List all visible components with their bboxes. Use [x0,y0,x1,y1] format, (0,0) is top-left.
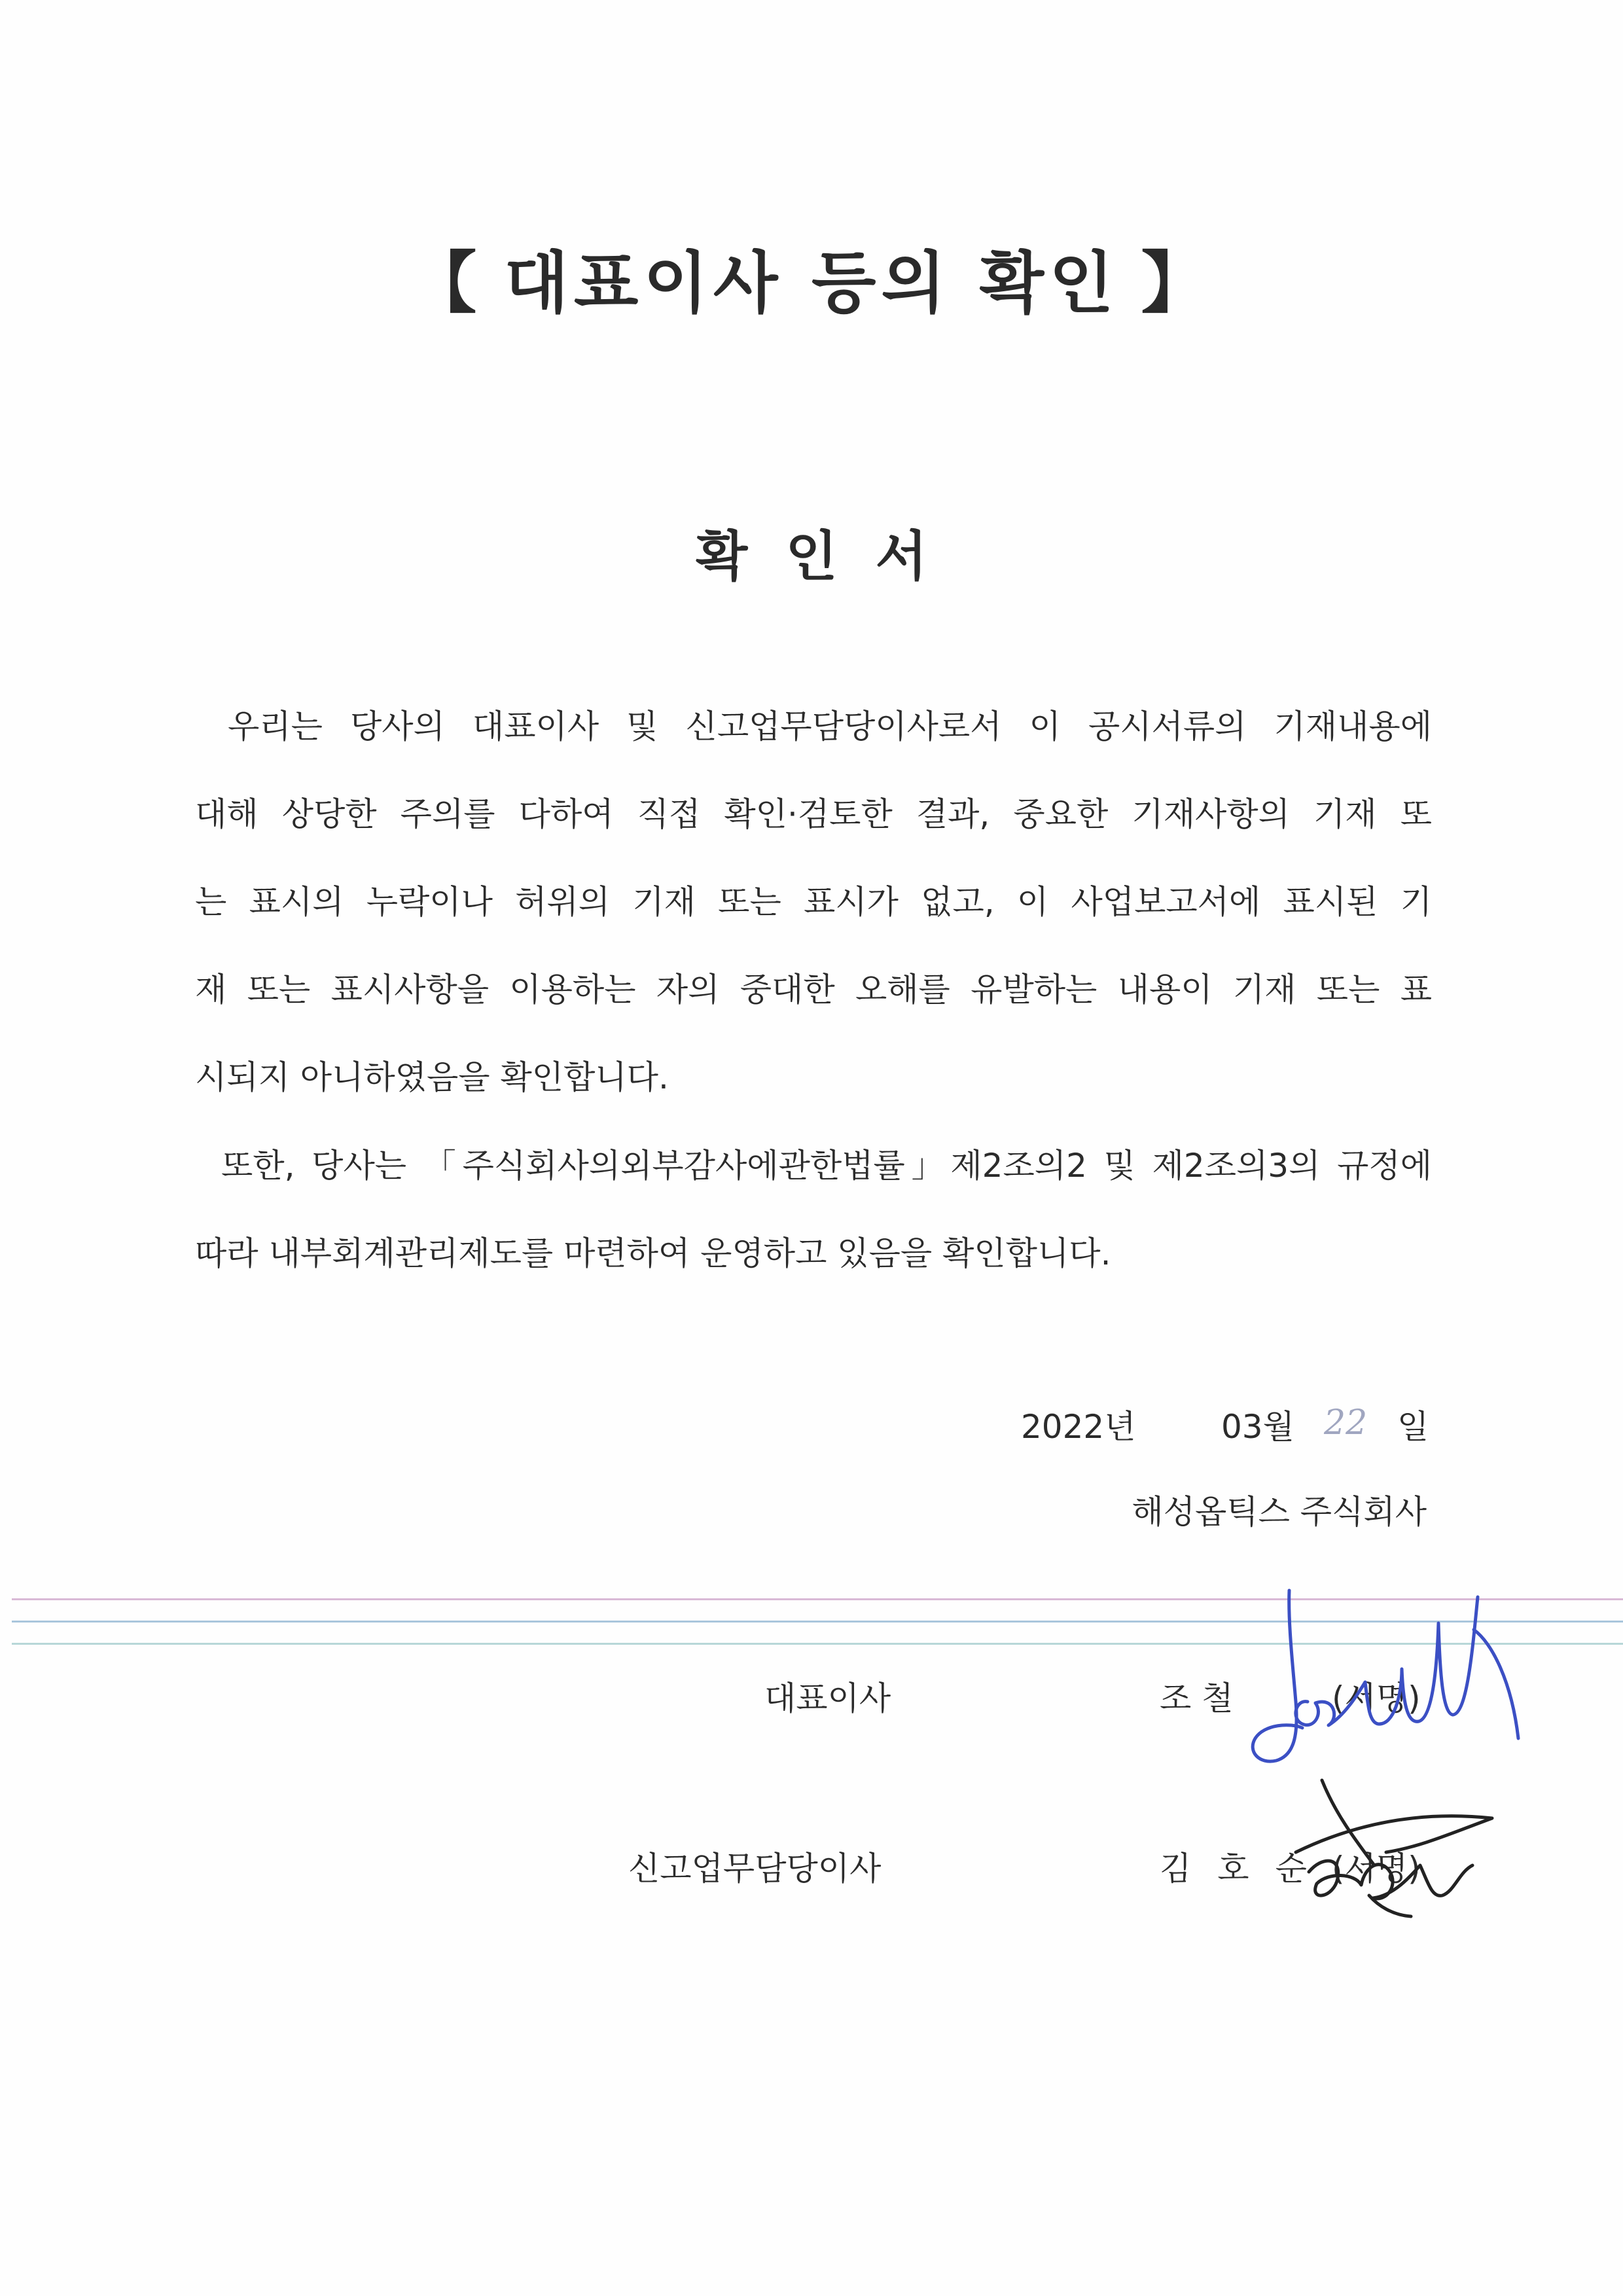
date-year: 2022년 [1021,1408,1136,1446]
paragraph-line: 는 표시의 누락이나 허위의 기재 또는 표시가 없고, 이 사업보고서에 표시된 기 [195,883,1432,921]
company-name: 해성옵틱스 주식회사 [1132,1493,1427,1531]
paragraph-line: 또한, 당사는 「주식회사의외부감사에관한법률」제2조의2 및 제2조의3의 규정에 [221,1147,1432,1185]
signatory-name: 김호순 [1160,1850,1333,1888]
paragraph-line: 우리는 당사의 대표이사 및 신고업무담당이사로서 이 공시서류의 기재내용에 [228,708,1432,745]
page-title [0,230,1623,326]
paragraph-line: 대해 상당한 주의를 다하여 직접 확인·검토한 결과, 중요한 기재사항의 기재 또 [195,795,1432,833]
document-date [1021,1401,1427,1453]
title-text: 대표이사 등의 확인 [504,245,1119,323]
ceo-signature [1230,1584,1544,1780]
paragraph-line: 시되지 아니하였음을 확인합니다. [195,1058,669,1096]
date-day-suffix: 일 [1397,1408,1429,1446]
date-day-handwritten: 22 [1324,1403,1368,1443]
officer-signature [1283,1767,1505,1924]
title-bracket-close: 】 [1141,245,1213,323]
sign-label: (서명) [1332,1850,1421,1888]
title-bracket-open: 【 [410,245,482,323]
signatory-role: 신고업무담당이사 [628,1850,882,1888]
signatory-role: 대표이사 [764,1679,891,1717]
date-month: 03월 [1221,1408,1294,1446]
signatory-name: 조 철 [1160,1679,1234,1717]
paragraph-line: 따라 내부회계관리제도를 마련하여 운영하고 있음을 확인합니다. [195,1234,1111,1272]
confirmation-paragraph-1 [195,683,1432,1121]
confirmation-paragraph-2 [195,1122,1432,1297]
sign-label: (서명) [1332,1679,1421,1717]
paragraph-line: 재 또는 표시사항을 이용하는 자의 중대한 오해를 유발하는 내용이 기재 또는 표 [195,971,1432,1009]
document-subtitle: 확인서 [696,526,965,588]
